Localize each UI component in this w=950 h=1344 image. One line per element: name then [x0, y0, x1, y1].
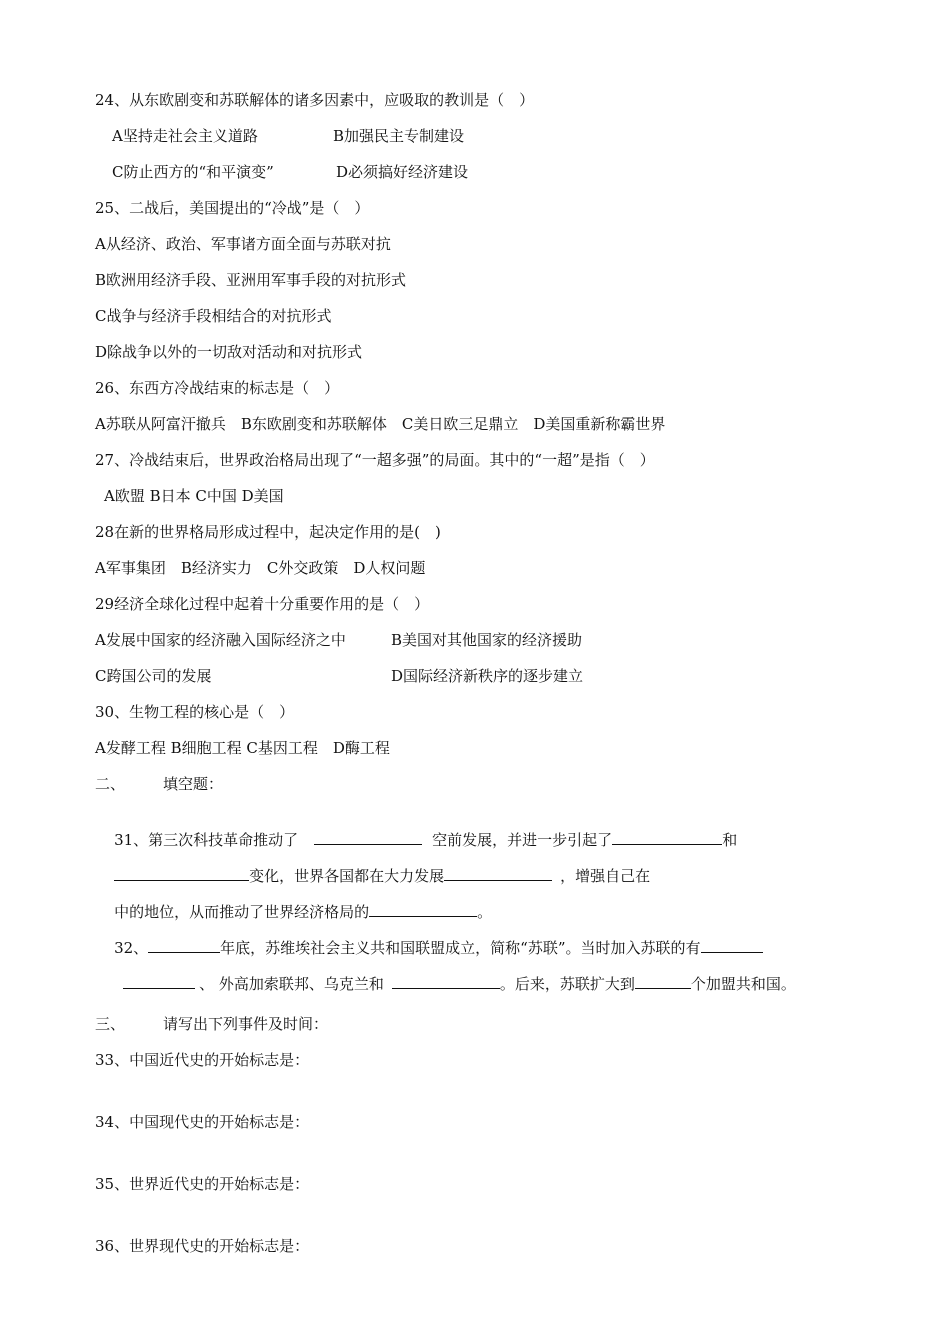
question-36: 36、世界现代史的开始标志是： — [95, 1237, 310, 1255]
q32-text-3: 、 外高加索联邦、乌克兰和 — [199, 975, 384, 993]
section-3-title: 请写出下列事件及时间： — [163, 1015, 329, 1033]
question-28: 28在新的世界格局形成过程中，起决定作用的是( ) — [95, 523, 441, 541]
q29-option-b: B美国对其他国家的经济援助 — [391, 631, 583, 649]
q29-option-c: C跨国公司的发展 — [95, 667, 212, 685]
q31-text-2: 空前发展，并进一步引起了 — [432, 831, 613, 849]
q25-option-a: A从经济、政治、军事诸方面全面与苏联对抗 — [95, 235, 391, 253]
q31-text-5: ，增强自己在 — [560, 867, 651, 885]
q28-options: A军事集团 B经济实力 C外交政策 D人权问题 — [95, 559, 426, 577]
q31-text-1: 31、第三次科技革命推动了 — [114, 831, 299, 849]
q29-option-d: D国际经济新秩序的逐步建立 — [391, 667, 584, 685]
q32-blank-2[interactable] — [701, 938, 763, 953]
q24-option-b: B加强民主专制建设 — [333, 127, 465, 145]
question-26: 26、东西方冷战结束的标志是（ ） — [95, 379, 340, 397]
q32-text-1: 32、 — [114, 939, 149, 957]
q31-blank-4[interactable] — [444, 866, 552, 881]
q31-text-6: 中的地位，从而推动了世界经济格局的 — [114, 903, 370, 921]
q25-option-d: D除战争以外的一切敌对活动和对抗形式 — [95, 343, 363, 361]
q32-line-2 — [104, 954, 796, 1014]
q25-option-b: B欧洲用经济手段、亚洲用军事手段的对抗形式 — [95, 271, 407, 289]
question-35: 35、世界近代史的开始标志是： — [95, 1175, 310, 1193]
q31-blank-1[interactable] — [314, 830, 422, 845]
q25-option-c: C战争与经济手段相结合的对抗形式 — [95, 307, 332, 325]
q32-blank-4[interactable] — [392, 974, 500, 989]
section-2-title: 填空题： — [163, 775, 224, 793]
question-33: 33、中国近代史的开始标志是： — [95, 1051, 310, 1069]
question-29: 29经济全球化过程中起着十分重要作用的是（ ） — [95, 595, 430, 613]
q26-options: A苏联从阿富汗撤兵 B东欧剧变和苏联解体 C美日欧三足鼎立 D美国重新称霸世界 — [95, 415, 666, 433]
q31-blank-3[interactable] — [114, 866, 249, 881]
section-2-number: 二、 — [95, 775, 126, 793]
q31-text-3: 和 — [722, 831, 738, 849]
q30-options: A发酵工程 B细胞工程 C基因工程 D酶工程 — [95, 739, 390, 757]
q32-blank-3[interactable] — [123, 974, 195, 989]
q32-text-5: 个加盟共和国。 — [690, 975, 796, 993]
q31-text-7: 。 — [477, 903, 493, 921]
q32-blank-1[interactable] — [148, 938, 220, 953]
q24-option-c: C防止西方的“和平演变” — [112, 163, 274, 181]
question-25: 25、二战后，美国提出的“冷战”是（ ） — [95, 199, 370, 217]
q24-option-a: A坚持走社会主义道路 — [112, 127, 258, 145]
q31-blank-5[interactable] — [369, 902, 477, 917]
q31-blank-2[interactable] — [612, 830, 722, 845]
q27-options: A欧盟 B日本 C中国 D美国 — [104, 487, 284, 505]
q29-option-a: A发展中国家的经济融入国际经济之中 — [95, 631, 346, 649]
q32-blank-5[interactable] — [635, 974, 691, 989]
q32-text-4: 。后来，苏联扩大到 — [499, 975, 635, 993]
q24-option-d: D必须搞好经济建设 — [336, 163, 469, 181]
q31-text-4: 变化，世界各国都在大力发展 — [249, 867, 445, 885]
question-30: 30、生物工程的核心是（ ） — [95, 703, 295, 721]
question-27: 27、冷战结束后，世界政治格局出现了“一超多强”的局面。其中的“一超”是指（ ） — [95, 451, 655, 469]
section-3-number: 三、 — [95, 1015, 126, 1033]
q32-text-2: 年底，苏维埃社会主义共和国联盟成立，简称“苏联”。当时加入苏联的有 — [220, 939, 701, 957]
question-34: 34、中国现代史的开始标志是： — [95, 1113, 310, 1131]
question-24: 24、从东欧剧变和苏联解体的诸多因素中，应吸取的教训是（ ） — [95, 91, 535, 109]
